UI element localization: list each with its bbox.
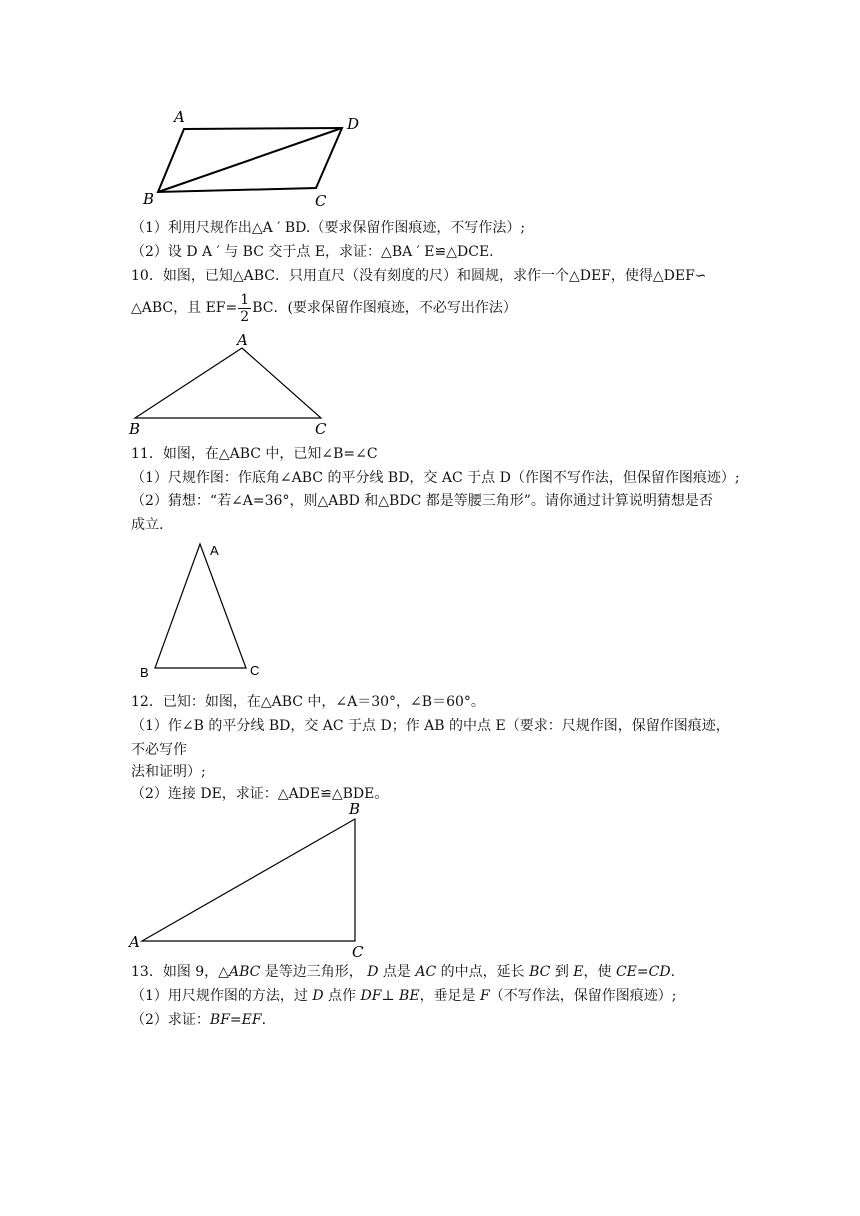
vertex-label-b: B xyxy=(129,420,141,438)
diagonal-bd xyxy=(158,128,342,192)
q13-line1 xyxy=(131,962,675,982)
vertex-label-a: A xyxy=(129,933,140,951)
q10-line2-before: △ABC，且 EF= xyxy=(131,300,238,316)
vertex-label-a: A xyxy=(174,108,185,126)
q9-part1: （1）利用尺规作出△A ′ BD.（要求保留作图痕迹，不写作法）; xyxy=(131,220,526,236)
q13-text: （1）用尺规作图的方法，过 xyxy=(131,988,313,1004)
q12-part1-line1: （1）作∠B 的平分线 BD，交 AC 于点 D；作 AB 的中点 E（要求：尺规作图，保留作图痕迹， xyxy=(131,718,730,734)
q11-part2-line2: 成立. xyxy=(131,517,164,533)
q13-italic: ABC xyxy=(228,964,261,980)
q13-line2 xyxy=(131,986,676,1006)
vertex-label-c: C xyxy=(315,192,327,210)
vertex-label-c: C xyxy=(352,943,364,960)
vertex-label-b: B xyxy=(143,190,155,208)
fraction-denominator: 2 xyxy=(240,308,250,325)
q11-part1: （1）尺规作图：作底角∠ABC 的平分线 BD，交 AC 于点 D（作图不写作法，但保留作图痕迹）; xyxy=(131,470,740,486)
right-triangle-figure-q12 xyxy=(126,800,376,960)
q13-line3 xyxy=(131,1010,266,1030)
right-triangle-abc xyxy=(142,819,355,941)
q13-text: . xyxy=(261,1012,267,1028)
q13-text: 到 xyxy=(550,964,574,980)
q10-line2 xyxy=(131,290,517,326)
q11-part2-line1: （2）猜想：“若∠A=36°，则△ABD 和△BDC 都是等腰三角形”。请你通过计算说明猜想是否 xyxy=(131,493,713,509)
q13-text: （不写作法，保留作图痕迹）; xyxy=(489,988,677,1004)
q13-italic: D xyxy=(312,988,324,1004)
vertex-label-c: C xyxy=(250,663,260,678)
q12-part1-line2: 不必写作 xyxy=(131,742,187,758)
q11-line1: 11．如图，在△ABC 中，已知∠B=∠C xyxy=(131,446,378,462)
q13-text: ，垂足是 xyxy=(419,988,481,1004)
parallelogram-figure xyxy=(138,104,368,210)
triangle-figure-q10 xyxy=(124,334,354,438)
q9-part2: （2）设 D A ′ 与 BC 交于点 E，求证：△BA ′ E≌△DCE. xyxy=(131,244,494,260)
q12-part2: （2）连接 DE，求证：△ADE≌△BDE。 xyxy=(131,786,389,802)
q10-line2-after: BC．(要求保留作图痕迹，不必写出作法） xyxy=(252,300,517,316)
fraction-one-half xyxy=(238,292,251,325)
q12-line1: 12．已知：如图，在△ABC 中，∠A＝30°，∠B＝60°。 xyxy=(131,694,485,710)
vertex-label-c: C xyxy=(315,420,327,438)
q13-italic: DF⊥ BE xyxy=(360,988,420,1004)
vertex-label-b: B xyxy=(349,800,361,818)
vertex-label-a: A xyxy=(237,334,248,349)
triangle-figure-q11 xyxy=(136,538,276,682)
q13-text: . xyxy=(670,964,676,980)
q13-text: 13．如图 9，△ xyxy=(131,964,229,980)
q13-italic: BF=EF xyxy=(209,1012,262,1028)
fraction-numerator: 1 xyxy=(240,291,250,308)
q13-text: 的中点，延长 xyxy=(436,964,530,980)
q13-text: 是等边三角形， xyxy=(260,964,368,980)
q13-text: ，使 xyxy=(583,964,616,980)
vertex-label-d: D xyxy=(347,115,360,133)
q13-text: 点是 xyxy=(378,964,416,980)
q13-italic: BC xyxy=(529,964,551,980)
q10-line1: 10．如图，已知△ABC．只用直尺（没有刻度的尺）和圆规，求作一个△DEF，使得△DEF∽ xyxy=(131,268,707,284)
q13-italic: CE=CD xyxy=(615,964,671,980)
q13-italic: AC xyxy=(415,964,437,980)
q13-text: 点作 xyxy=(323,988,361,1004)
q13-text: （2）求证： xyxy=(131,1012,210,1028)
triangle-abc-q10 xyxy=(135,348,321,418)
vertex-label-b: B xyxy=(140,665,149,680)
q13-italic: D xyxy=(367,964,379,980)
vertex-label-a: A xyxy=(210,543,219,558)
q12-part1-line3: 法和证明）; xyxy=(131,764,206,780)
triangle-abc-q11 xyxy=(155,544,246,668)
q13-italic: F xyxy=(480,988,490,1004)
q13-italic: E xyxy=(573,964,584,980)
